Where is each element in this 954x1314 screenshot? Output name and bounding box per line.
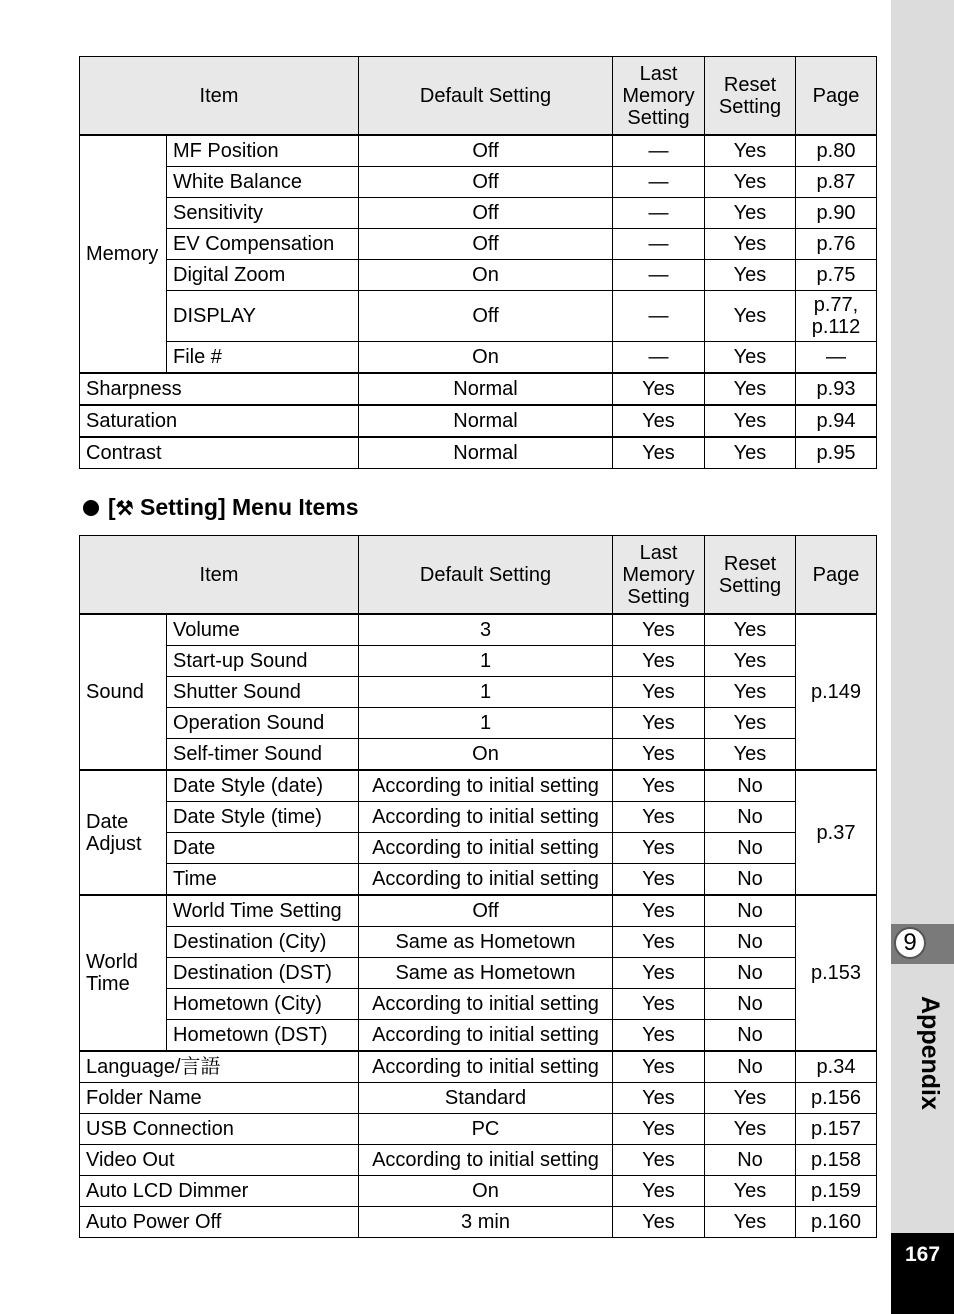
- last-memory-value: Yes: [613, 708, 705, 739]
- chapter-number: 9: [894, 927, 926, 959]
- table-row: [80, 167, 877, 198]
- default-setting: On: [359, 1176, 613, 1207]
- reset-value: No: [705, 989, 796, 1020]
- table-row: [80, 739, 877, 771]
- table-header: [80, 536, 877, 615]
- reset-value: No: [705, 1020, 796, 1052]
- item-name: Self-timer Sound: [167, 739, 359, 771]
- bullet-icon: [83, 500, 99, 516]
- default-setting: According to initial setting: [359, 1020, 613, 1052]
- item-name: File #: [167, 342, 359, 374]
- last-memory-value: Yes: [613, 1145, 705, 1176]
- reset-value: No: [705, 958, 796, 989]
- default-setting: According to initial setting: [359, 1145, 613, 1176]
- page-ref: p.160: [796, 1207, 877, 1238]
- item-name: Hometown (DST): [167, 1020, 359, 1052]
- last-memory-value: Yes: [613, 770, 705, 802]
- page-ref: p.158: [796, 1145, 877, 1176]
- section-title-text: Setting] Menu Items: [140, 494, 359, 520]
- reset-value: Yes: [705, 708, 796, 739]
- default-setting: Off: [359, 198, 613, 229]
- default-setting: 1: [359, 677, 613, 708]
- reset-value: Yes: [705, 373, 796, 405]
- default-setting: On: [359, 342, 613, 374]
- header-last-memory: Last Memory Setting: [613, 57, 705, 136]
- default-setting: According to initial setting: [359, 833, 613, 864]
- last-memory-value: Yes: [613, 864, 705, 896]
- table-row: [80, 1176, 877, 1207]
- reset-value: Yes: [705, 677, 796, 708]
- table-row: [80, 802, 877, 833]
- item-name: Date Style (date): [167, 770, 359, 802]
- page-number: 167: [891, 1233, 954, 1314]
- reset-value: No: [705, 1145, 796, 1176]
- reset-value: Yes: [705, 1176, 796, 1207]
- header-item: Item: [80, 57, 359, 136]
- page-ref: p.153: [796, 895, 877, 1051]
- group-label: Memory: [80, 135, 167, 373]
- item-name: EV Compensation: [167, 229, 359, 260]
- item-name: Start-up Sound: [167, 646, 359, 677]
- table-row: [80, 342, 877, 374]
- page-ref: p.95: [796, 437, 877, 469]
- default-setting: According to initial setting: [359, 802, 613, 833]
- reset-value: No: [705, 802, 796, 833]
- default-setting: Normal: [359, 373, 613, 405]
- item-name: Auto LCD Dimmer: [80, 1176, 359, 1207]
- table-row: [80, 291, 877, 342]
- last-memory-value: Yes: [613, 373, 705, 405]
- reset-value: No: [705, 927, 796, 958]
- header-page: Page: [796, 536, 877, 615]
- last-memory-value: —: [613, 342, 705, 374]
- header-reset-setting: Reset Setting: [705, 536, 796, 615]
- last-memory-value: Yes: [613, 895, 705, 927]
- page-ref: p.93: [796, 373, 877, 405]
- last-memory-value: —: [613, 229, 705, 260]
- default-setting: PC: [359, 1114, 613, 1145]
- table-row: [80, 437, 877, 469]
- last-memory-value: Yes: [613, 739, 705, 771]
- last-memory-value: —: [613, 198, 705, 229]
- group-label: World Time: [80, 895, 167, 1051]
- default-setting: According to initial setting: [359, 864, 613, 896]
- table-row: [80, 927, 877, 958]
- page-ref: p.90: [796, 198, 877, 229]
- item-name: Language/言語: [80, 1051, 359, 1083]
- header-last-memory: Last Memory Setting: [613, 536, 705, 615]
- table-row: [80, 989, 877, 1020]
- table-row: [80, 864, 877, 896]
- default-setting: 3: [359, 614, 613, 646]
- last-memory-value: Yes: [613, 927, 705, 958]
- last-memory-value: Yes: [613, 1020, 705, 1052]
- table-row: [80, 405, 877, 437]
- table-row: [80, 833, 877, 864]
- page-ref: p.37: [796, 770, 877, 895]
- reset-value: Yes: [705, 342, 796, 374]
- reset-value: Yes: [705, 1207, 796, 1238]
- reset-value: Yes: [705, 229, 796, 260]
- reset-value: Yes: [705, 1114, 796, 1145]
- section-title-bracket: [: [108, 494, 116, 520]
- item-name: Date Style (time): [167, 802, 359, 833]
- chapter-label: Appendix: [916, 996, 944, 1110]
- header-item: Item: [80, 536, 359, 615]
- settings-table-2: [79, 535, 877, 1238]
- default-setting: Off: [359, 895, 613, 927]
- item-name: Date: [167, 833, 359, 864]
- table-row: [80, 229, 877, 260]
- reset-value: Yes: [705, 260, 796, 291]
- item-name: Saturation: [80, 405, 359, 437]
- table-row: [80, 895, 877, 927]
- item-name: Folder Name: [80, 1083, 359, 1114]
- page-ref: p.156: [796, 1083, 877, 1114]
- header-page: Page: [796, 57, 877, 136]
- group-label: Sound: [80, 614, 167, 770]
- page-ref: p.80: [796, 135, 877, 167]
- chapter-sidebar: [891, 0, 954, 1314]
- reset-value: Yes: [705, 198, 796, 229]
- default-setting: 3 min: [359, 1207, 613, 1238]
- item-name: Operation Sound: [167, 708, 359, 739]
- item-name: Hometown (City): [167, 989, 359, 1020]
- reset-value: Yes: [705, 1083, 796, 1114]
- item-name: Destination (DST): [167, 958, 359, 989]
- default-setting: According to initial setting: [359, 1051, 613, 1083]
- table-row: [80, 614, 877, 646]
- item-name: Contrast: [80, 437, 359, 469]
- page-ref: p.157: [796, 1114, 877, 1145]
- default-setting: 1: [359, 646, 613, 677]
- default-setting: 1: [359, 708, 613, 739]
- reset-value: Yes: [705, 437, 796, 469]
- default-setting: Off: [359, 135, 613, 167]
- reset-value: No: [705, 1051, 796, 1083]
- settings-table-1: [79, 56, 877, 469]
- header-default-setting: Default Setting: [359, 536, 613, 615]
- last-memory-value: Yes: [613, 989, 705, 1020]
- last-memory-value: Yes: [613, 1176, 705, 1207]
- last-memory-value: Yes: [613, 437, 705, 469]
- reset-value: Yes: [705, 135, 796, 167]
- table-row: [80, 1020, 877, 1052]
- default-setting: Normal: [359, 437, 613, 469]
- page-ref: p.149: [796, 614, 877, 770]
- header-default-setting: Default Setting: [359, 57, 613, 136]
- last-memory-value: Yes: [613, 677, 705, 708]
- default-setting: Off: [359, 167, 613, 198]
- table-row: [80, 1114, 877, 1145]
- item-name: Digital Zoom: [167, 260, 359, 291]
- item-name: MF Position: [167, 135, 359, 167]
- last-memory-value: Yes: [613, 405, 705, 437]
- reset-value: Yes: [705, 739, 796, 771]
- reset-value: No: [705, 833, 796, 864]
- default-setting: According to initial setting: [359, 989, 613, 1020]
- default-setting: According to initial setting: [359, 770, 613, 802]
- last-memory-value: Yes: [613, 802, 705, 833]
- table-row: [80, 1207, 877, 1238]
- reset-value: Yes: [705, 167, 796, 198]
- table-row: [80, 770, 877, 802]
- reset-value: No: [705, 770, 796, 802]
- header-reset-setting: Reset Setting: [705, 57, 796, 136]
- table-row: [80, 646, 877, 677]
- item-name: White Balance: [167, 167, 359, 198]
- reset-value: Yes: [705, 291, 796, 342]
- page-ref: p.34: [796, 1051, 877, 1083]
- reset-value: Yes: [705, 405, 796, 437]
- page-ref: p.94: [796, 405, 877, 437]
- default-setting: Same as Hometown: [359, 958, 613, 989]
- table-row: [80, 135, 877, 167]
- default-setting: Off: [359, 229, 613, 260]
- default-setting: Off: [359, 291, 613, 342]
- last-memory-value: Yes: [613, 1083, 705, 1114]
- item-name: Sharpness: [80, 373, 359, 405]
- default-setting: On: [359, 260, 613, 291]
- page-ref: p.77, p.112: [796, 291, 877, 342]
- item-name: Video Out: [80, 1145, 359, 1176]
- group-label: Date Adjust: [80, 770, 167, 895]
- reset-value: No: [705, 895, 796, 927]
- last-memory-value: —: [613, 135, 705, 167]
- default-setting: On: [359, 739, 613, 771]
- table-row: [80, 373, 877, 405]
- item-name: USB Connection: [80, 1114, 359, 1145]
- table-header: [80, 57, 877, 136]
- page-ref: p.76: [796, 229, 877, 260]
- item-name: Volume: [167, 614, 359, 646]
- table-row: [80, 1051, 877, 1083]
- last-memory-value: Yes: [613, 1051, 705, 1083]
- table-row: [80, 677, 877, 708]
- section-title: [83, 494, 359, 521]
- last-memory-value: Yes: [613, 1114, 705, 1145]
- table-row: [80, 198, 877, 229]
- table-row: [80, 1145, 877, 1176]
- item-name: Time: [167, 864, 359, 896]
- last-memory-value: —: [613, 260, 705, 291]
- item-name: Auto Power Off: [80, 1207, 359, 1238]
- last-memory-value: Yes: [613, 646, 705, 677]
- page-ref: p.75: [796, 260, 877, 291]
- page-ref: p.159: [796, 1176, 877, 1207]
- item-name: World Time Setting: [167, 895, 359, 927]
- default-setting: Standard: [359, 1083, 613, 1114]
- last-memory-value: —: [613, 167, 705, 198]
- item-name: Sensitivity: [167, 198, 359, 229]
- wrench-setting-icon: ⚒: [115, 498, 134, 520]
- reset-value: Yes: [705, 614, 796, 646]
- item-name: Shutter Sound: [167, 677, 359, 708]
- item-name: DISPLAY: [167, 291, 359, 342]
- item-name: Destination (City): [167, 927, 359, 958]
- table-row: [80, 1083, 877, 1114]
- last-memory-value: Yes: [613, 614, 705, 646]
- default-setting: Same as Hometown: [359, 927, 613, 958]
- page-ref: —: [796, 342, 877, 374]
- default-setting: Normal: [359, 405, 613, 437]
- last-memory-value: Yes: [613, 958, 705, 989]
- reset-value: Yes: [705, 646, 796, 677]
- table-row: [80, 958, 877, 989]
- table-row: [80, 708, 877, 739]
- table-row: [80, 260, 877, 291]
- last-memory-value: Yes: [613, 833, 705, 864]
- page-ref: p.87: [796, 167, 877, 198]
- last-memory-value: —: [613, 291, 705, 342]
- last-memory-value: Yes: [613, 1207, 705, 1238]
- reset-value: No: [705, 864, 796, 896]
